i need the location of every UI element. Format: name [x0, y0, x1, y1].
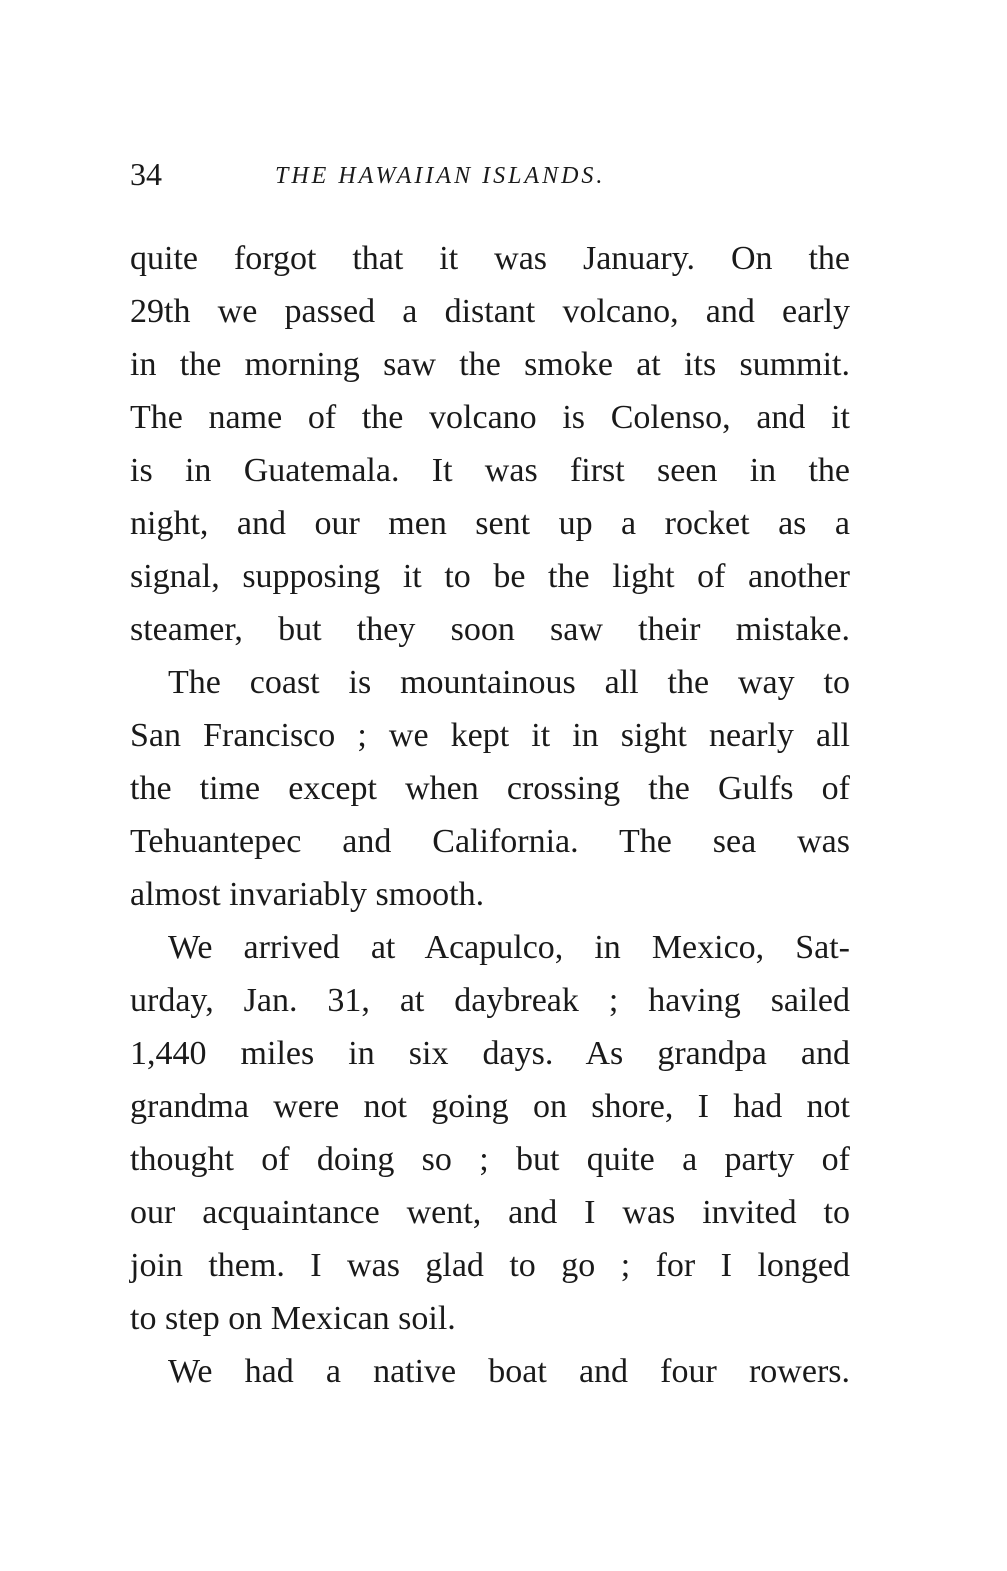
running-head: [130, 152, 850, 196]
text-line: We had a native boat and four rowers.: [168, 1353, 850, 1390]
text-line: Tehuantepec and California. The sea was: [130, 823, 850, 860]
text-line: signal, supposing it to be the light of another: [130, 558, 850, 595]
text-line: almost invariably smooth.: [130, 876, 485, 913]
text-line: urday, Jan. 31, at daybreak ; having sailed: [130, 982, 850, 1019]
text-line: steamer, but they soon saw their mistake.: [130, 611, 850, 648]
text-line: thought of doing so ; but quite a party of: [130, 1141, 850, 1178]
text-line: to step on Mexican soil.: [130, 1300, 456, 1337]
text-line: night, and our men sent up a rocket as a: [130, 505, 850, 542]
text-line: join them. I was glad to go ; for I longed: [130, 1247, 850, 1284]
paragraph-4: [130, 1345, 850, 1398]
paragraph-3: [130, 921, 850, 1345]
text-line: our acquaintance went, and I was invited to: [130, 1194, 850, 1231]
paragraph-1: [130, 232, 850, 656]
page-number: 34: [130, 156, 162, 192]
text-line: 29th we passed a distant volcano, and early: [130, 293, 850, 330]
text-line: San Francisco ; we kept it in sight nearly all: [130, 717, 850, 754]
text-line: in the morning saw the smoke at its summit.: [130, 346, 850, 383]
text-line: grandma were not going on shore, I had not: [130, 1088, 850, 1125]
text-line: We arrived at Acapulco, in Mexico, Sat-: [168, 929, 850, 966]
text-line: The name of the volcano is Colenso, and it: [130, 399, 850, 436]
text-line: 1,440 miles in six days. As grandpa and: [130, 1035, 850, 1072]
body-text: [130, 232, 850, 1398]
running-title: THE HAWAIIAN ISLANDS.: [275, 163, 606, 189]
text-line: The coast is mountainous all the way to: [168, 664, 850, 701]
paragraph-2: [130, 656, 850, 921]
text-line: is in Guatemala. It was first seen in the: [130, 452, 850, 489]
text-line: the time except when crossing the Gulfs of: [130, 770, 850, 807]
text-line: quite forgot that it was January. On the: [130, 240, 850, 277]
